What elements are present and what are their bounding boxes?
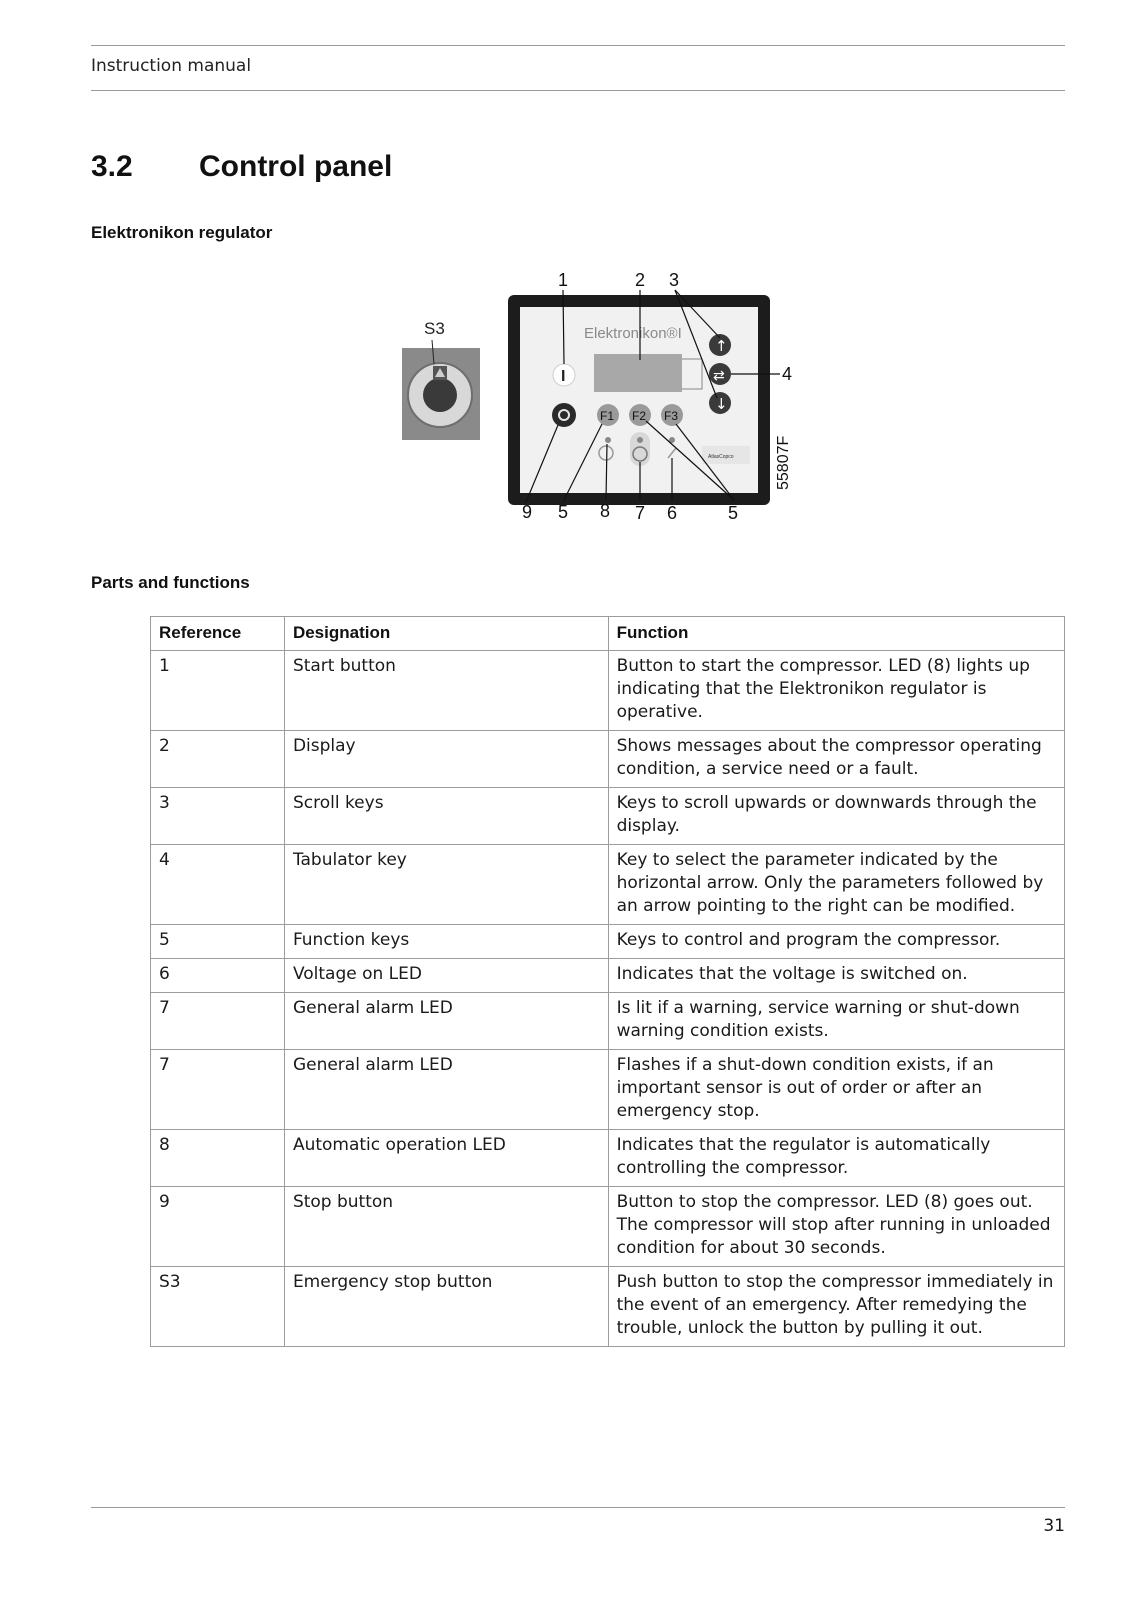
general-alarm-led bbox=[630, 432, 650, 466]
scroll-down-key bbox=[709, 392, 731, 414]
designation-cell: Function keys bbox=[284, 925, 608, 959]
table-row bbox=[151, 651, 1065, 731]
header-rule-top bbox=[91, 45, 1065, 46]
designation-cell: Automatic operation LED bbox=[284, 1130, 608, 1187]
tabulator-key bbox=[709, 363, 731, 385]
reference-cell: 1 bbox=[151, 651, 285, 731]
figure-code: 55807F bbox=[775, 435, 792, 490]
table-row bbox=[151, 1050, 1065, 1130]
function-cell: Shows messages about the compressor operating condition, a service need or a fault. bbox=[608, 731, 1064, 788]
control-panel-diagram bbox=[402, 268, 812, 538]
designation-cell: Tabulator key bbox=[284, 845, 608, 925]
table-row bbox=[151, 788, 1065, 845]
function-key-label: F3 bbox=[664, 409, 679, 423]
table-row bbox=[151, 1267, 1065, 1347]
designation-cell: Start button bbox=[284, 651, 608, 731]
column-header-function: Function bbox=[608, 617, 1064, 651]
footer-rule bbox=[91, 1507, 1065, 1508]
designation-cell: General alarm LED bbox=[284, 1050, 608, 1130]
header-title: Instruction manual bbox=[91, 56, 252, 76]
table-row bbox=[151, 1130, 1065, 1187]
function-cell: Keys to scroll upwards or downwards through the display. bbox=[608, 788, 1064, 845]
callout-7: 7 bbox=[635, 503, 646, 523]
designation-cell: Emergency stop button bbox=[284, 1267, 608, 1347]
function-cell: Push button to stop the compressor immediately in the event of an emergency. After remedying the trouble, unlock the button by pulling it out. bbox=[608, 1267, 1064, 1347]
callout-2: 2 bbox=[635, 270, 646, 290]
emergency-stop-button bbox=[402, 348, 480, 440]
reference-cell: 3 bbox=[151, 788, 285, 845]
parts-heading: Parts and functions bbox=[91, 573, 250, 592]
table-row bbox=[151, 731, 1065, 788]
function-cell: Is lit if a warning, service warning or shut-down warning condition exists. bbox=[608, 993, 1064, 1050]
callout-3: 3 bbox=[669, 270, 680, 290]
logo-text: AtlasCopco bbox=[708, 454, 734, 460]
callout-9: 9 bbox=[522, 502, 533, 522]
designation-cell: General alarm LED bbox=[284, 993, 608, 1050]
column-header-reference: Reference bbox=[151, 617, 285, 651]
svg-text:↓: ↓ bbox=[715, 395, 728, 413]
function-key-f1 bbox=[597, 404, 619, 426]
reference-cell: 4 bbox=[151, 845, 285, 925]
function-key-label: F1 bbox=[600, 409, 615, 423]
reference-cell: 5 bbox=[151, 925, 285, 959]
emergency-stop-label: S3 bbox=[424, 319, 445, 338]
section-heading bbox=[91, 150, 392, 184]
table-row bbox=[151, 925, 1065, 959]
designation-cell: Scroll keys bbox=[284, 788, 608, 845]
function-cell: Indicates that the voltage is switched on. bbox=[608, 959, 1064, 993]
reference-cell: 8 bbox=[151, 1130, 285, 1187]
designation-cell: Display bbox=[284, 731, 608, 788]
reference-cell: 7 bbox=[151, 1050, 285, 1130]
function-cell: Button to start the compressor. LED (8) lights up indicating that the Elektronikon regulator is operative. bbox=[608, 651, 1064, 731]
svg-text:⇄: ⇄ bbox=[713, 368, 725, 384]
table-row bbox=[151, 959, 1065, 993]
callout-5-right: 5 bbox=[728, 503, 739, 523]
panel-brand: Elektronikon®I bbox=[584, 325, 682, 342]
display-screen bbox=[594, 354, 682, 392]
section-number: 3.2 bbox=[91, 150, 133, 183]
function-cell: Key to select the parameter indicated by the horizontal arrow. Only the parameters followed by an arrow pointing to the right can be modified. bbox=[608, 845, 1064, 925]
section-title: Control panel bbox=[199, 150, 393, 183]
callout-8: 8 bbox=[600, 501, 611, 521]
function-key-label: F2 bbox=[632, 409, 647, 423]
callout-4: 4 bbox=[782, 364, 793, 384]
reference-cell: 9 bbox=[151, 1187, 285, 1267]
function-cell: Indicates that the regulator is automatically controlling the compressor. bbox=[608, 1130, 1064, 1187]
figure-heading: Elektronikon regulator bbox=[91, 223, 273, 242]
start-symbol: I bbox=[561, 368, 566, 385]
function-key-f3 bbox=[661, 404, 683, 426]
table-row bbox=[151, 845, 1065, 925]
reference-cell: 6 bbox=[151, 959, 285, 993]
designation-cell: Voltage on LED bbox=[284, 959, 608, 993]
designation-cell: Stop button bbox=[284, 1187, 608, 1267]
callout-1: 1 bbox=[558, 270, 569, 290]
svg-text:↑: ↑ bbox=[715, 337, 728, 355]
table-row bbox=[151, 993, 1065, 1050]
function-cell: Button to stop the compressor. LED (8) goes out. The compressor will stop after running in unloaded condition for about 30 seconds. bbox=[608, 1187, 1064, 1267]
table-header-row bbox=[151, 617, 1065, 651]
function-cell: Keys to control and program the compressor. bbox=[608, 925, 1064, 959]
page-number: 31 bbox=[1043, 1516, 1065, 1536]
reference-cell: 2 bbox=[151, 731, 285, 788]
function-cell: Flashes if a shut-down condition exists, if an important sensor is out of order or after an emergency stop. bbox=[608, 1050, 1064, 1130]
parts-table bbox=[150, 616, 1065, 1347]
callout-5-left: 5 bbox=[558, 502, 569, 522]
column-header-designation: Designation bbox=[284, 617, 608, 651]
control-panel-figure bbox=[402, 268, 812, 538]
header-rule-bottom bbox=[91, 90, 1065, 91]
table-row bbox=[151, 1187, 1065, 1267]
reference-cell: 7 bbox=[151, 993, 285, 1050]
stop-button bbox=[552, 403, 576, 427]
reference-cell: S3 bbox=[151, 1267, 285, 1347]
callout-6: 6 bbox=[667, 503, 678, 523]
